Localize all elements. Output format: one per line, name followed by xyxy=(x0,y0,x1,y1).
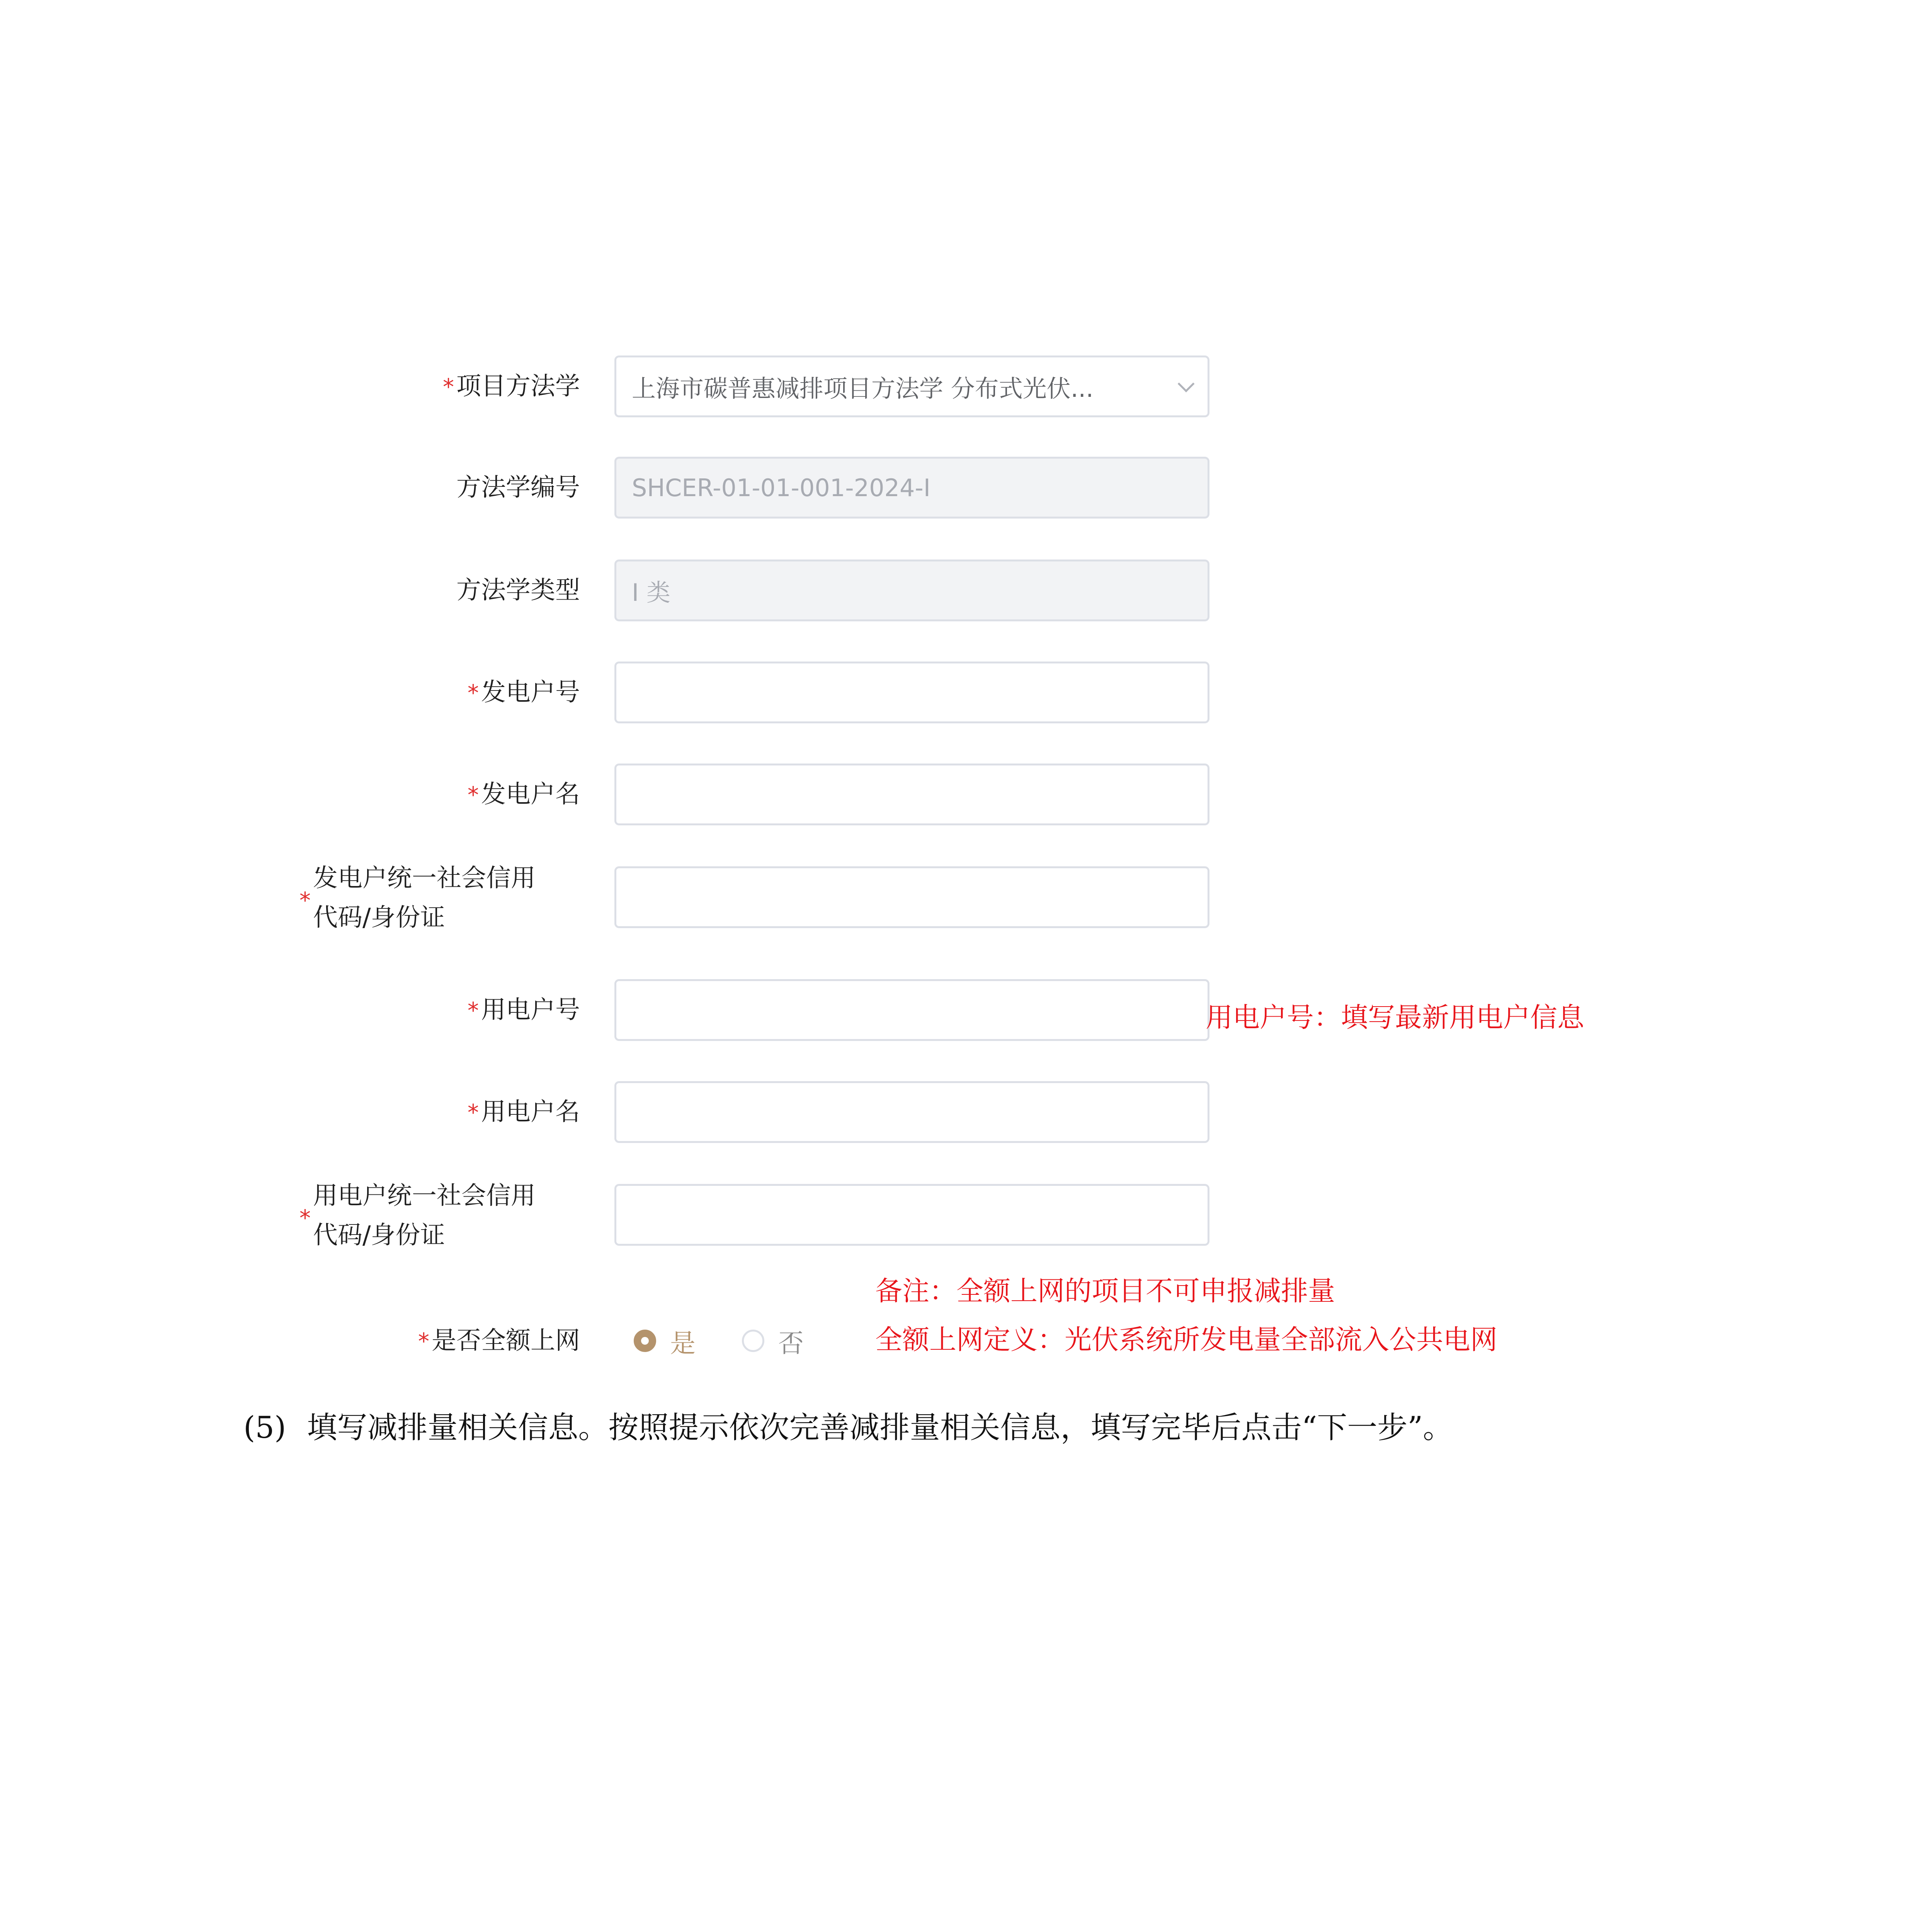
generator-account-label: *发电户号 xyxy=(468,678,580,707)
user-name-input[interactable] xyxy=(614,1081,1209,1143)
methodology-type-field xyxy=(614,560,1209,621)
methodology-code-field xyxy=(614,457,1209,519)
generator-name-label: *发电户名 xyxy=(468,780,580,809)
user-account-label: *用电户号 xyxy=(468,996,580,1024)
user-name-label: *用电户名 xyxy=(468,1098,580,1126)
user-credit-code-label: 用电户统一社会信用 代码/身份证 xyxy=(313,1182,536,1250)
radio-option-no-label: 否 xyxy=(778,1328,804,1358)
user-credit-code-input[interactable] xyxy=(614,1184,1209,1246)
generator-credit-code-label: 发电户统一社会信用 代码/身份证 xyxy=(313,864,536,932)
radio-unchecked-icon[interactable] xyxy=(742,1330,764,1352)
radio-checked-icon[interactable] xyxy=(634,1330,656,1352)
radio-option-yes-label: 是 xyxy=(670,1328,696,1358)
generator-account-input[interactable] xyxy=(614,662,1209,723)
paragraph-text: 填写减排量相关信息。按照提示依次完善减排量相关信息，填写完毕后点击“下一步”。 xyxy=(307,1410,1453,1445)
paragraph-number: (5) xyxy=(243,1410,286,1445)
methodology-type-value: I 类 xyxy=(632,578,670,607)
user-account-input[interactable] xyxy=(614,979,1209,1041)
full-grid-radio-group xyxy=(634,1321,850,1360)
user-account-note: 用电户号：填写最新用电户信息 xyxy=(1206,1002,1584,1033)
required-mark: * xyxy=(299,1205,311,1231)
generator-name-input[interactable] xyxy=(614,764,1209,825)
methodology-select[interactable] xyxy=(614,355,1209,417)
generator-credit-code-input[interactable] xyxy=(614,866,1209,928)
methodology-select-value: 上海市碳普惠减排项目方法学 分布式光伏... xyxy=(632,374,1094,403)
radio-option-no[interactable] xyxy=(742,1323,804,1359)
required-mark: * xyxy=(299,887,311,913)
required-mark: * xyxy=(443,374,454,400)
instruction-paragraph xyxy=(243,1406,1673,1449)
remark-note-line2: 全额上网定义：光伏系统所发电量全部流入公共电网 xyxy=(875,1324,1497,1355)
methodology-type-label: 方法学类型 xyxy=(456,576,580,605)
radio-option-yes[interactable] xyxy=(634,1323,696,1359)
methodology-label: *项目方法学 xyxy=(443,372,580,401)
methodology-code-value: SHCER-01-01-001-2024-I xyxy=(632,473,931,502)
full-grid-label: *是否全额上网 xyxy=(418,1327,580,1355)
chevron-down-icon[interactable] xyxy=(1178,376,1195,393)
methodology-code-label: 方法学编号 xyxy=(456,473,580,502)
remark-note-line1: 备注：全额上网的项目不可申报减排量 xyxy=(875,1275,1335,1307)
